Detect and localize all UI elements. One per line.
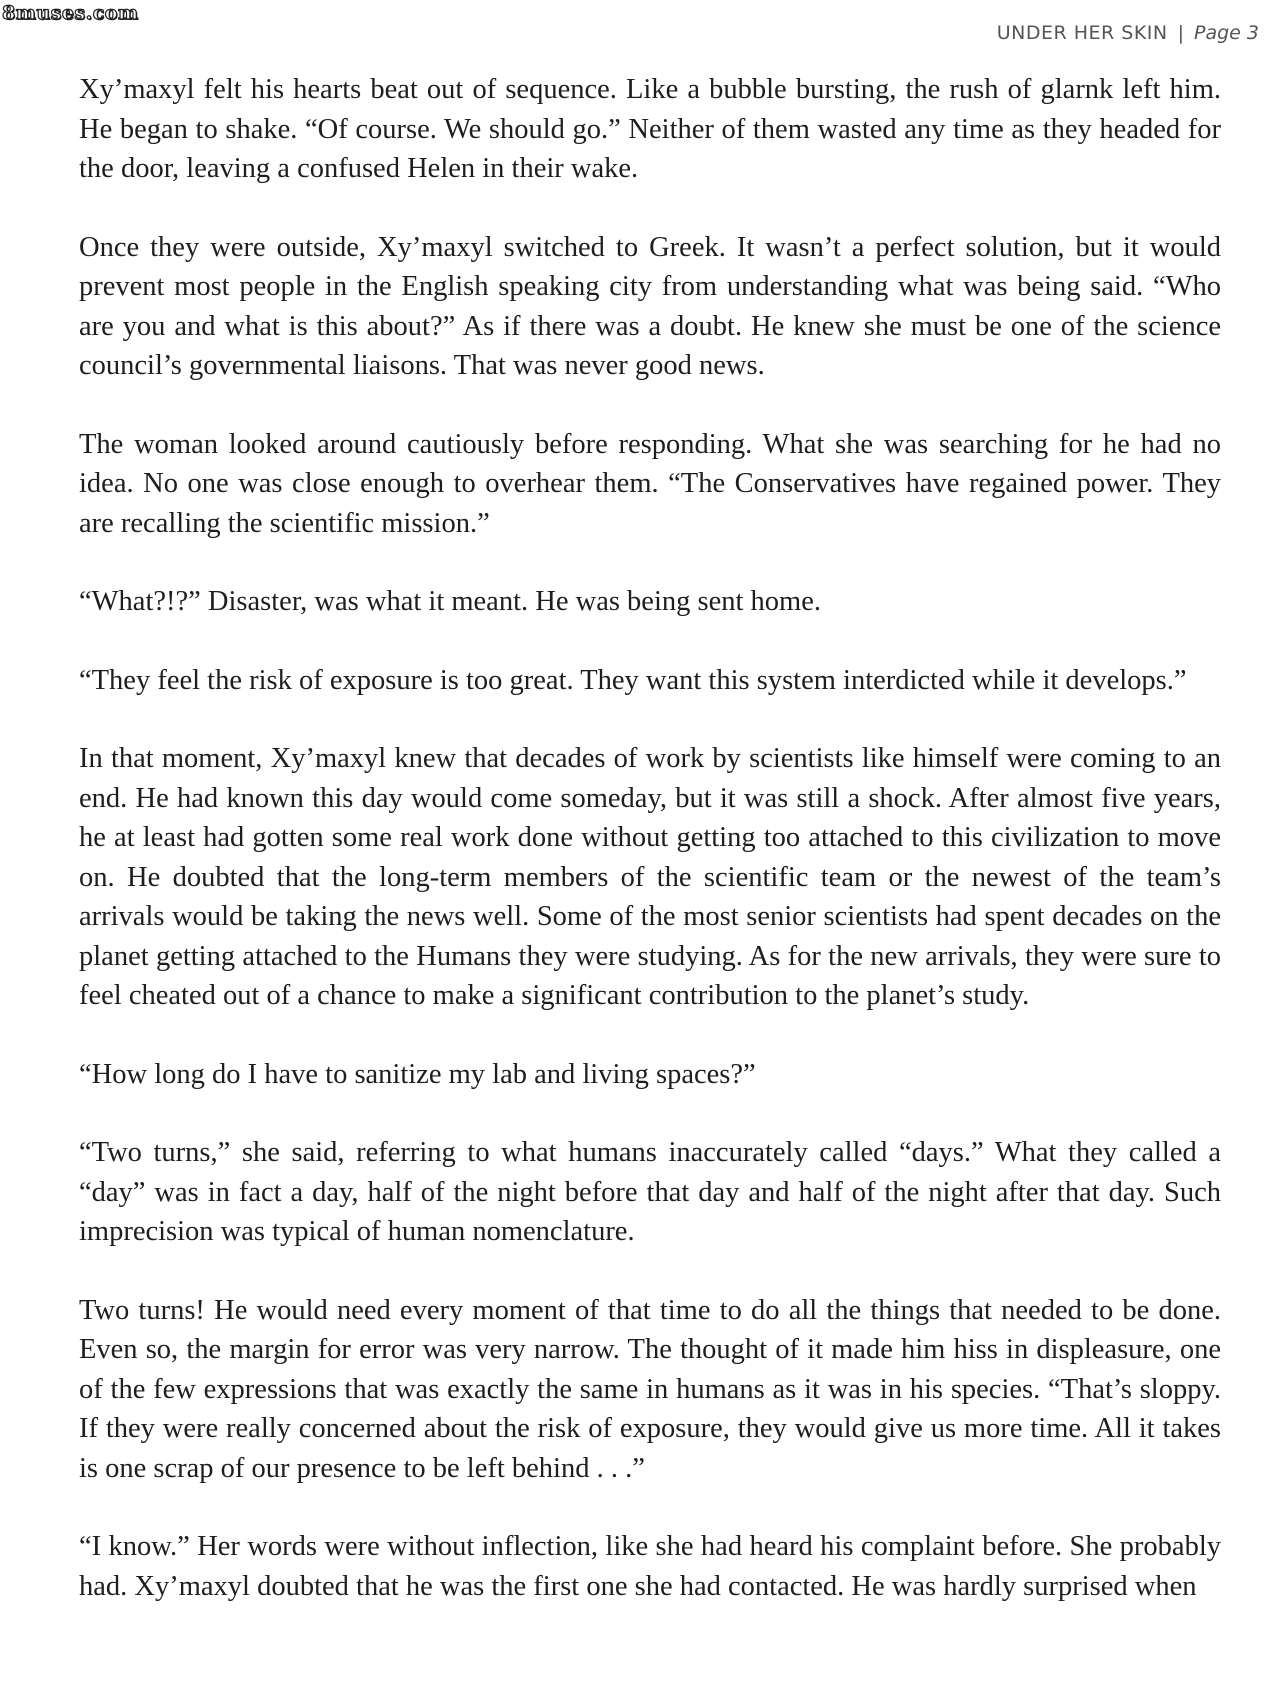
paragraph-6: In that moment, Xy’maxyl knew that decades of work by scientists like himself were coming to an end. He had known this day would come someday, but it was still a shock. After almost five years, he at least had gotten some real work done without getting too attached to this civilization to move on. He doubted that the long-term members of the scientific team or the newest of the team’s arrivals would be taking the news well. Some of the most senior scientists had spent decades on the planet getting attached to the Humans they were studying. As for the new arrivals, they were sure to feel cheated out of a chance to make a significant contribution to the planet’s study. [79, 743, 1221, 1011]
paragraph-1: Xy’maxyl felt his hearts beat out of sequence. Like a bubble bursting, the rush of glarnk left him. He began to shake. “Of course. We should go.” Neither of them wasted any time as they headed for the door, leaving a confused Helen in their wake. [79, 74, 1221, 184]
story-body [79, 70, 1221, 1606]
paragraph-9: Two turns! He would need every moment of that time to do all the things that needed to be done. Even so, the margin for error was very narrow. The thought of it made him hiss in displeasure, one of the few expressions that was exactly the same in humans as it was in his species. “That’s sloppy. If they were really concerned about the risk of exposure, they would give us more time. All it takes is one scrap of our presence to be left behind . . .” [79, 1294, 1221, 1484]
paragraph-8: “Two turns,” she said, referring to what humans inaccurately called “days.” What they called a “day” was in fact a day, half of the night before that day and half of the night after that day. Such imprecision was typical of human nomenclature. [79, 1137, 1221, 1247]
header-separator: | [1177, 22, 1185, 44]
paragraph-7: “How long do I have to sanitize my lab and living spaces?” [79, 1058, 756, 1090]
paragraph-5: “They feel the risk of exposure is too great. They want this system interdicted while it develops.” [79, 664, 1187, 696]
paragraph-4: “What?!?” Disaster, was what it meant. He was being sent home. [79, 586, 821, 617]
paragraph-10: “I know.” Her words were without inflection, like she had heard his complaint before. She probably had. Xy’maxyl doubted that he was the first one she had contacted. He was hardly surprised when [79, 1531, 1221, 1602]
page-number: Page 3 [1194, 22, 1259, 44]
paragraph-3: The woman looked around cautiously before responding. What she was searching for he had no idea. No one was close enough to overhear them. “The Conservatives have regained power. They are recalling the scientific mission.” [79, 428, 1221, 539]
paragraph-2: Once they were outside, Xy’maxyl switched to Greek. It wasn’t a perfect solution, but it would prevent most people in the English speaking city from understanding what was being said. “Who are you and what is this about?” As if there was a doubt. He knew she must be one of the science council’s governmental liaisons. That was never good news. [79, 231, 1221, 381]
site-watermark: 8muses.com [2, 2, 139, 24]
running-header [997, 22, 1259, 44]
book-title: UNDER HER SKIN [996, 22, 1168, 44]
